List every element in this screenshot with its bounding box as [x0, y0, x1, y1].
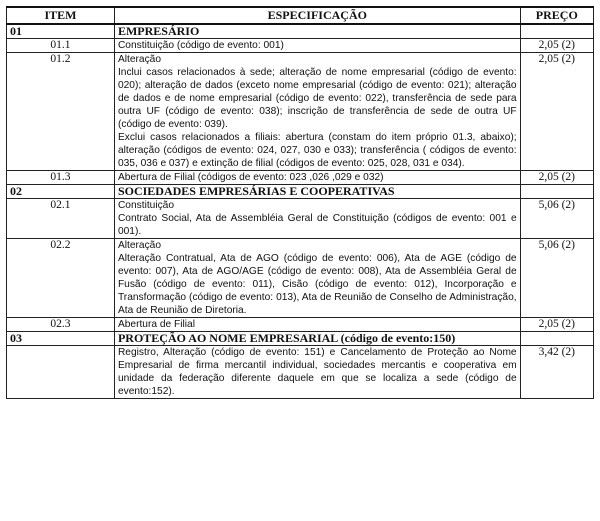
- item-code: 02.1: [7, 199, 115, 239]
- table-row-01-1: [7, 39, 594, 53]
- section-row-03: [7, 332, 594, 346]
- spec-paragraph: Registro, Alteração (código de evento: 151) e Cancelamento de Proteção ao Nome Empresarial de firma mercantil individual, sociedades mercantis e cooperativa em unidade da federação diferente daquele em que se localiza a sede (código de evento:152).: [117, 347, 517, 397]
- item-price: 2,05 (2): [520, 53, 593, 171]
- table-row-02-1: [7, 199, 594, 239]
- header-price: PREÇO: [520, 7, 593, 24]
- item-spec: [114, 346, 520, 399]
- item-spec: [114, 53, 520, 171]
- section-title-text: EMPRESÁRIO: [117, 24, 200, 38]
- table-row-03: [7, 346, 594, 399]
- item-price: 2,05 (2): [520, 39, 593, 53]
- item-price: 5,06 (2): [520, 199, 593, 239]
- section-title: [114, 332, 520, 346]
- item-code: 02.2: [7, 239, 115, 318]
- spec-paragraph: Exclui casos relacionados a filiais: abertura (constam do item próprio 01.3, abaixo); alteração (códigos de evento: 024, 027, 030 e 033); transferência ( códigos de evento: 035, 036 e 037) e extinção de filial (códigos de evento: 025, 028, 031 e 034).: [117, 132, 517, 169]
- item-price: 3,42 (2): [520, 346, 593, 399]
- spec-paragraph: Constituição: [117, 200, 175, 211]
- item-code: 02.3: [7, 318, 115, 332]
- spec-paragraph: Inclui casos relacionados à sede; alteração de nome empresarial (código de evento: 020); alteração de dados (exceto nome empresarial (código de evento: 021); alteração de dados e de nome empresarial (código de evento: 022), transferência de sede para outra UF (código de evento: 038); inscrição de transferência de sede de outra UF (código de evento: 039).: [117, 67, 517, 130]
- fee-table-body: [7, 24, 594, 399]
- item-spec: [114, 199, 520, 239]
- spec-paragraph: Constituição (código de evento: 001): [117, 40, 284, 51]
- section-code: 01: [7, 24, 115, 39]
- item-price: 2,05 (2): [520, 171, 593, 185]
- table-row-01-2: [7, 53, 594, 171]
- section-title: [114, 24, 520, 39]
- table-header-row: [7, 7, 594, 24]
- spec-paragraph: Alteração Contratual, Ata de AGO (código de evento: 006), Ata de AGE (código de evento: 007), Ata de AGO/AGE (código de evento: 008), Ata de Assembléia Geral de Fusão (código de evento: 011), Cisão (código de evento: 012), Incorporação e Transformação (código de evento: 013), Ata de Reunião de Conselho de Administração, Ata de Reunião de Diretoria.: [117, 253, 517, 316]
- spec-paragraph: Alteração: [117, 240, 161, 251]
- section-code: 02: [7, 185, 115, 199]
- fee-table: [6, 6, 594, 399]
- item-spec: [114, 239, 520, 318]
- item-code: 01.1: [7, 39, 115, 53]
- table-row-02-2: [7, 239, 594, 318]
- section-price-empty: [520, 185, 593, 199]
- table-row-02-3: [7, 318, 594, 332]
- item-spec: [114, 39, 520, 53]
- item-spec: [114, 318, 520, 332]
- section-price-empty: [520, 332, 593, 346]
- section-row-01: [7, 24, 594, 39]
- header-spec: ESPECIFICAÇÃO: [114, 7, 520, 24]
- item-price: 2,05 (2): [520, 318, 593, 332]
- section-title-text: SOCIEDADES EMPRESÁRIAS E COOPERATIVAS: [117, 184, 395, 198]
- spec-paragraph: Alteração: [117, 54, 161, 65]
- section-title-suffix: (código de evento:150): [340, 331, 456, 345]
- fee-table-page: [6, 6, 594, 399]
- item-code: 01.3: [7, 171, 115, 185]
- item-spec: [114, 171, 520, 185]
- section-title-text: PROTEÇÃO AO NOME EMPRESARIAL: [117, 331, 338, 345]
- section-code: 03: [7, 332, 115, 346]
- header-item: ITEM: [7, 7, 115, 24]
- item-code: 01.2: [7, 53, 115, 171]
- spec-paragraph: Abertura de Filial: [117, 319, 195, 330]
- item-price: 5,06 (2): [520, 239, 593, 318]
- section-row-02: [7, 185, 594, 199]
- section-price-empty: [520, 24, 593, 39]
- spec-paragraph: Contrato Social, Ata de Assembléia Geral de Constituição (códigos de evento: 001 e 001).: [117, 213, 517, 237]
- table-row-01-3: [7, 171, 594, 185]
- spec-paragraph: Abertura de Filial (códigos de evento: 023 ,026 ,029 e 032): [117, 172, 384, 183]
- section-title: [114, 185, 520, 199]
- item-code: [7, 346, 115, 399]
